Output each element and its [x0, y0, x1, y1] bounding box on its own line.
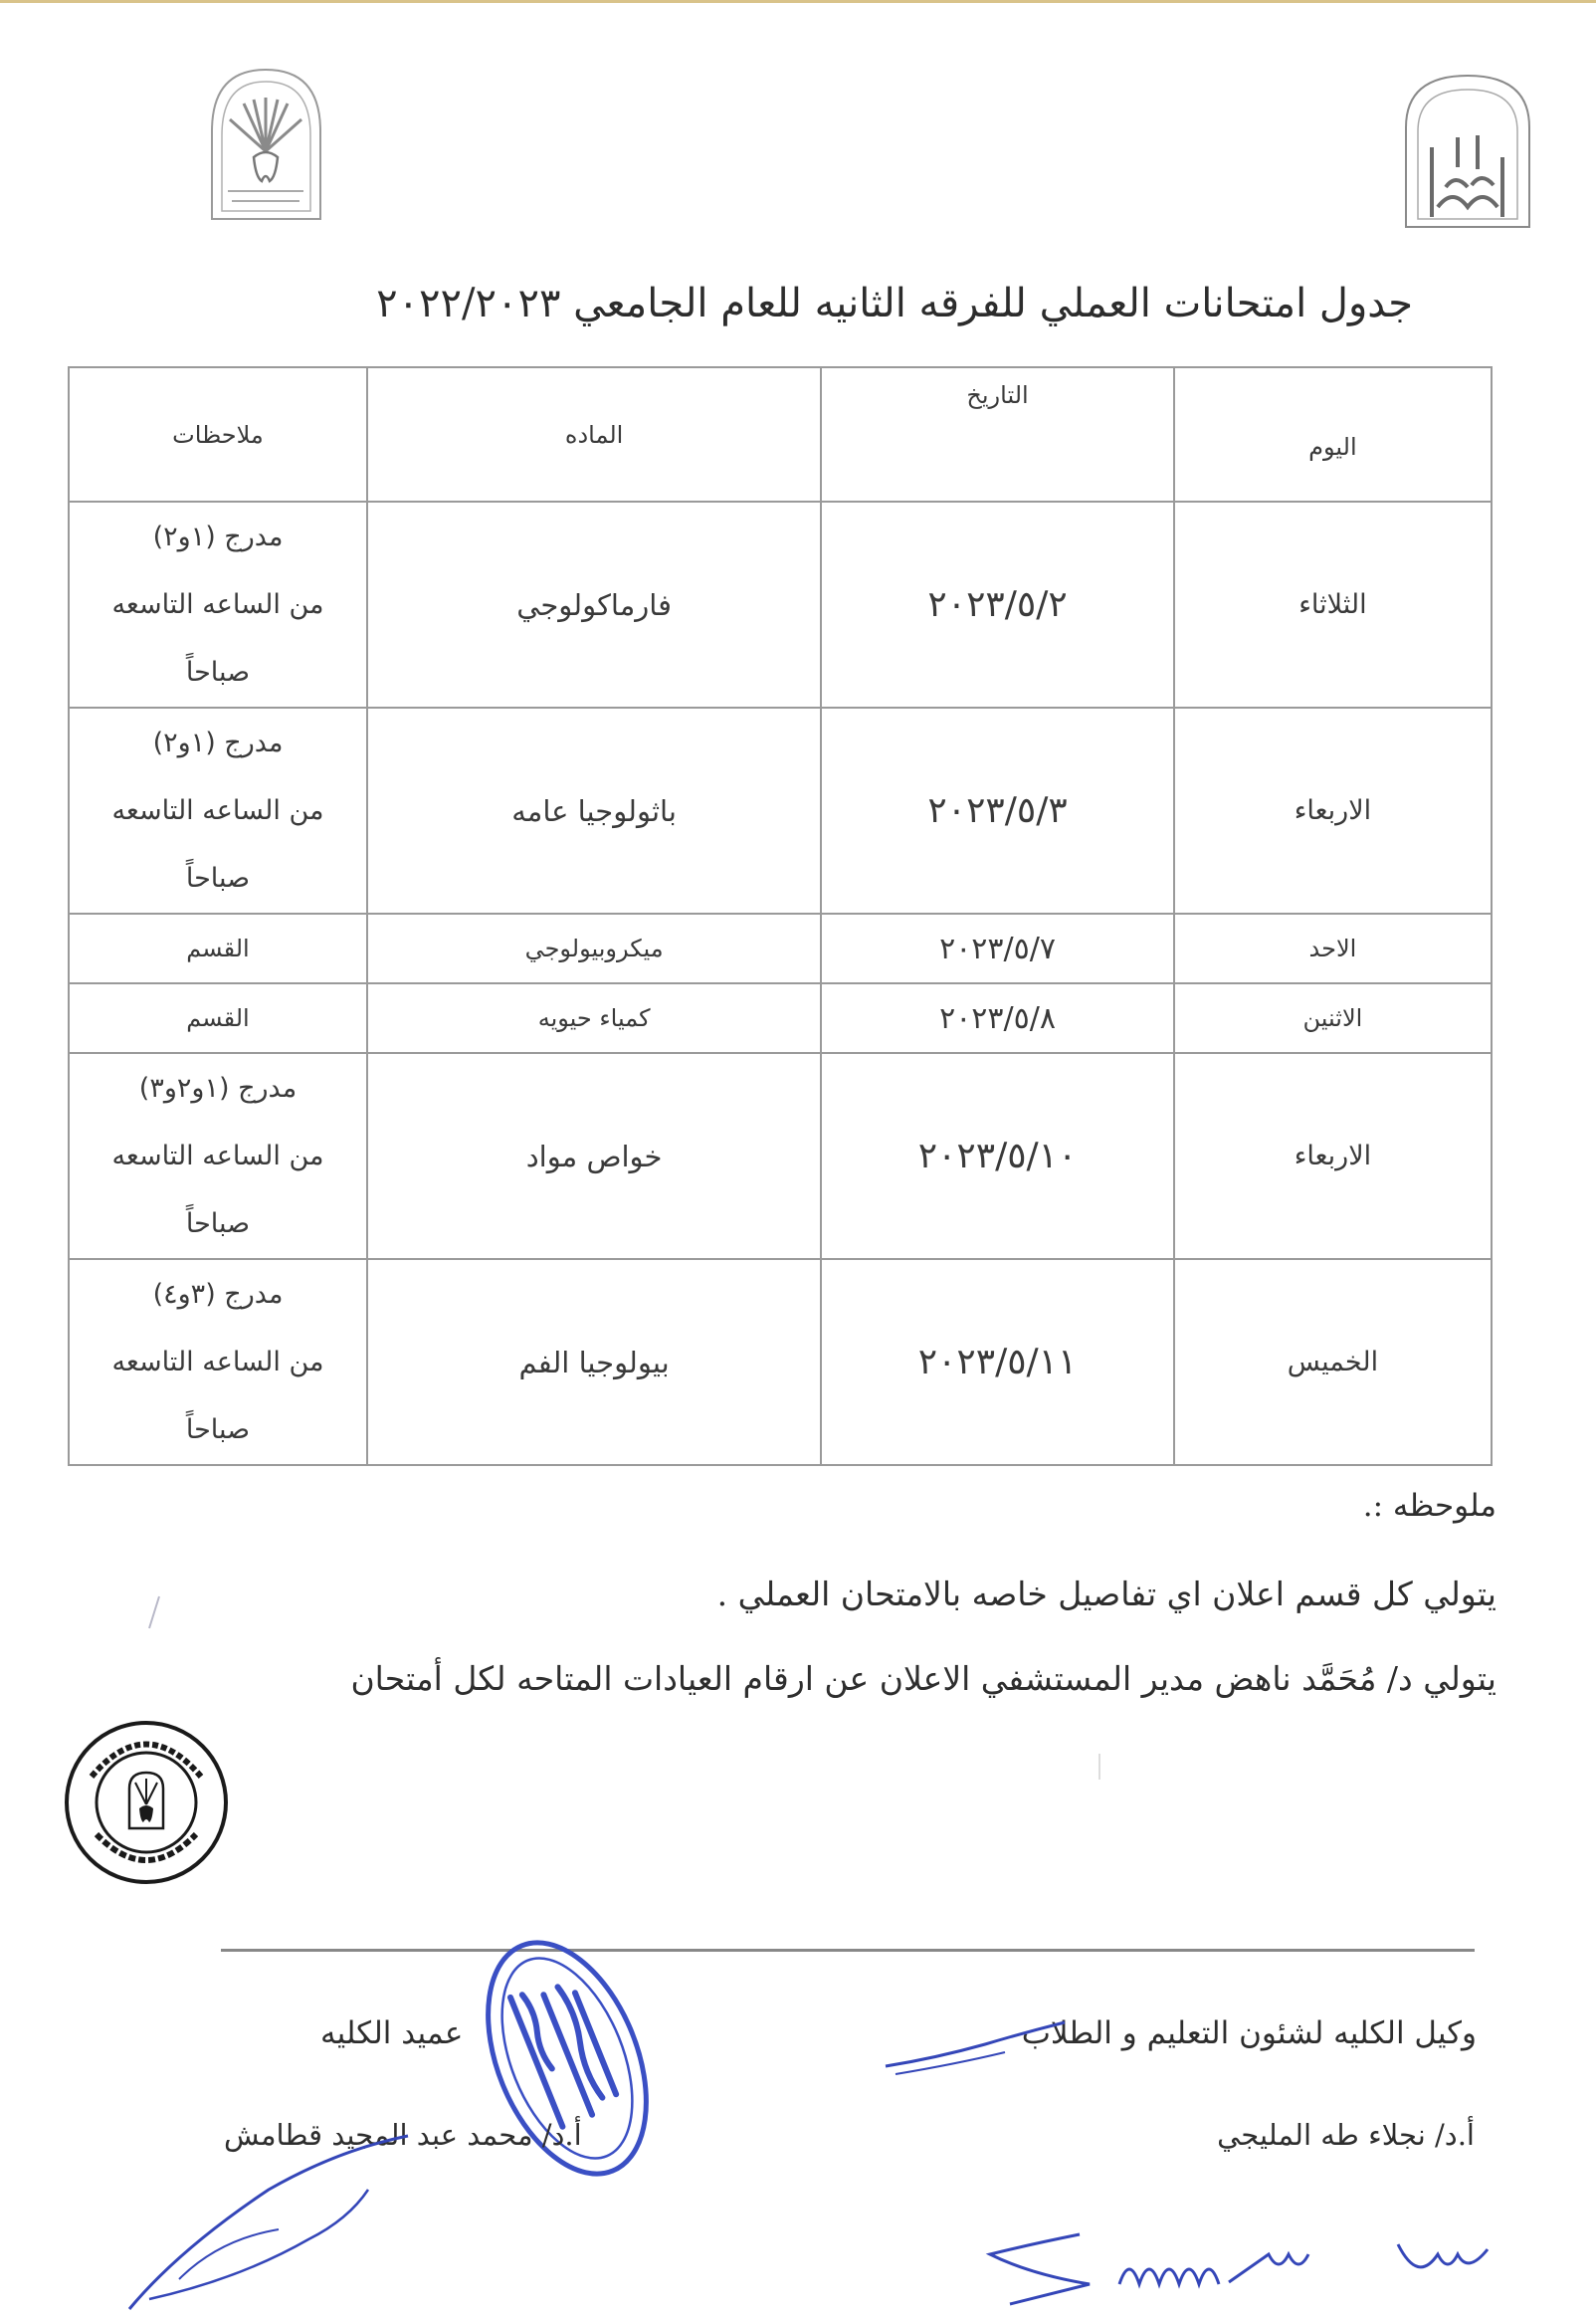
signature-divider	[221, 1949, 1475, 1952]
official-round-stamp-icon	[62, 1717, 231, 1888]
cell-day: الاربعاء	[1174, 1053, 1492, 1259]
stray-mark	[139, 1592, 169, 1632]
vice-dean-signature	[876, 2018, 1075, 2078]
cell-subject: ميكروبيولوجي	[367, 914, 821, 983]
cell-day: الاثنين	[1174, 983, 1492, 1053]
university-logo-icon	[1398, 68, 1537, 232]
cell-subject: باثولوجيا عامه	[367, 708, 821, 914]
page-title: جدول امتحانات العملي للفرقه الثانيه للعام الجامعي ٢٠٢٢/٢٠٢٣	[376, 281, 1413, 326]
cell-day: الاحد	[1174, 914, 1492, 983]
handwritten-signature	[970, 2224, 1527, 2319]
cell-notes: مدرج (١و٢) من الساعه التاسعه صباحاً	[69, 502, 367, 708]
note-line-1: يتولي كل قسم اعلان اي تفاصيل خاصه بالامتحان العملي .	[716, 1575, 1496, 1613]
top-edge-line	[0, 0, 1596, 3]
exam-schedule-table	[68, 366, 1493, 1466]
dean-name: أ.د/ محمد عبد المجيد قطامش	[224, 2118, 582, 2152]
cell-date: ٢٠٢٣/٥/٢	[821, 502, 1174, 708]
cell-date: ٢٠٢٣/٥/١١	[821, 1259, 1174, 1465]
dean-signature	[119, 2130, 418, 2319]
note-line-2: يتولي د/ مُحَمَّد ناهض مدير المستشفي الاعلان عن ارقام العيادات المتاحه لكل أمتحان	[350, 1659, 1496, 1698]
header-day: اليوم	[1174, 367, 1492, 502]
cell-subject: كمياء حيويه	[367, 983, 821, 1053]
header-notes: ملاحظات	[69, 367, 367, 502]
table-header-row	[69, 367, 1492, 502]
cell-date: ٢٠٢٣/٥/١٠	[821, 1053, 1174, 1259]
vice-dean-title: وكيل الكليه لشئون التعليم و الطلاب	[1021, 2015, 1477, 2051]
note-heading: ملوحظه :.	[1362, 1488, 1496, 1524]
stray-mark	[1095, 1752, 1104, 1782]
cell-subject: فارماكولوجي	[367, 502, 821, 708]
table-row	[69, 983, 1492, 1053]
cell-subject: بيولوجيا الفم	[367, 1259, 821, 1465]
cell-subject: خواص مواد	[367, 1053, 821, 1259]
cell-day: الاربعاء	[1174, 708, 1492, 914]
table-row	[69, 1259, 1492, 1465]
table-row	[69, 708, 1492, 914]
cell-date: ٢٠٢٣/٥/٣	[821, 708, 1174, 914]
table-row	[69, 502, 1492, 708]
cell-notes: القسم	[69, 914, 367, 983]
cell-day: الخميس	[1174, 1259, 1492, 1465]
cell-notes: مدرج (٣و٤) من الساعه التاسعه صباحاً	[69, 1259, 367, 1465]
table-row	[69, 914, 1492, 983]
header-date: التاريخ	[821, 367, 1174, 502]
table-row	[69, 1053, 1492, 1259]
student-affairs-stamp-icon	[438, 1921, 697, 2195]
cell-date: ٢٠٢٣/٥/٨	[821, 983, 1174, 1053]
cell-date: ٢٠٢٣/٥/٧	[821, 914, 1174, 983]
dean-title: عميد الكليه	[320, 2015, 464, 2051]
cell-day: الثلاثاء	[1174, 502, 1492, 708]
header-subject: الماده	[367, 367, 821, 502]
cell-notes: القسم	[69, 983, 367, 1053]
cell-notes: مدرج (١و٢و٣) من الساعه التاسعه صباحاً	[69, 1053, 367, 1259]
faculty-logo-icon	[204, 62, 328, 221]
vice-dean-name: أ.د/ نجلاء طه المليجي	[1217, 2118, 1475, 2152]
cell-notes: مدرج (١و٢) من الساعه التاسعه صباحاً	[69, 708, 367, 914]
